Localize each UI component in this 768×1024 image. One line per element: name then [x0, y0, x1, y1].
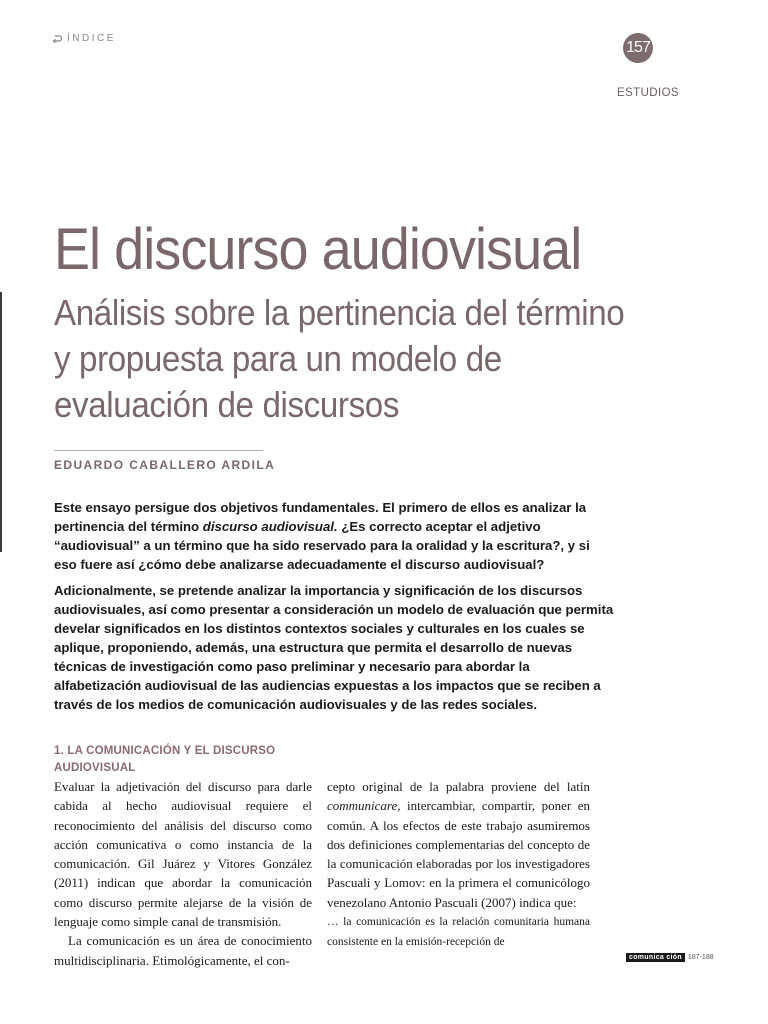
- abstract-emphasis: discurso audiovisual.: [202, 519, 338, 534]
- body-text: cepto original de la palabra proviene del latín: [327, 779, 590, 794]
- body-paragraph: Evaluar la adjetivación del discurso para darle cabida al hecho audiovisual requiere el reconocimiento del análisis del discurso como acción comunicativa o como instancia de la comunicación. Gil Juárez y Vitores González (2011) indican que abordar la comunicación como discurso permite alejarse de la visión de lenguaje como simple canal de transmisión.: [54, 779, 312, 930]
- body-paragraph: [327, 777, 590, 912]
- body-emphasis: communicare,: [327, 798, 401, 814]
- page-edge-mark: [0, 292, 2, 552]
- article-subtitle: Análisis sobre la pertinencia del término y propuesta para un modelo de evaluación de discursos: [54, 292, 625, 425]
- body-paragraph: La comunicación es un área de conocimiento multidisciplinaria. Etimológicamente, el con-: [54, 933, 312, 968]
- abstract-paragraph-2: Adicionalmente, se pretende analizar la importancia y significación de los discursos audiovisuales, así como presentar a consideración un modelo de evaluación que permita develar significados en los distintos contextos sociales y culturales en los cuales se aplique, proponiendo, además, una estructura que permita el desarrollo de nuevas técnicas de investigación como paso preliminar y necesario para abordar la alfabetización audiovisual de las audiencias expuestas a los impactos que se reciben a través de los medios de comunicación audiovisuales y de las redes sociales.: [54, 583, 614, 712]
- section-label: ESTUDIOS: [617, 87, 679, 99]
- abstract-text: ¿Es correcto aceptar el adjetivo “audiovisual” a un término que ha sido reservado para la oralidad y la escritura?, y si eso fuere así ¿cómo debe analizarse adecuadamente el discurso audiovisual?: [54, 519, 590, 572]
- abstract-text: Este ensayo persigue dos objetivos fundamentales. El primero de ellos es analizar la pertinencia del término: [54, 500, 587, 534]
- body-column-right: [327, 777, 590, 952]
- author-divider: [54, 450, 263, 451]
- article-title: El discurso audiovisual: [54, 217, 582, 282]
- abstract-paragraph-1: [54, 498, 614, 574]
- abstract: [54, 498, 614, 721]
- block-quote: … la comunicación es la relación comunitaria humana consistente en la emisión-recepción de: [327, 916, 590, 949]
- body-column-left: [54, 777, 312, 970]
- author-name: EDUARDO CABALLERO ARDILA: [54, 458, 276, 472]
- page-number-badge: 157: [623, 33, 653, 63]
- body-text: intercambiar, compartir, poner en común. A los efectos de este trabajo asumiremos dos definiciones complementarias del concepto de la comunicación elaboradas por los investigadores Pascuali y Lomov: en la primera el comunicólogo venezolano Antonio Pascuali (2007) indica que:: [327, 798, 590, 910]
- journal-logo: [626, 953, 714, 962]
- journal-wordmark: comunica ción: [626, 953, 685, 962]
- return-arrow-icon: [52, 34, 62, 44]
- index-label[interactable]: ÍNDICE: [67, 33, 116, 44]
- section-heading: 1. LA COMUNICACIÓN Y EL DISCURSO AUDIOVISUAL: [54, 745, 276, 774]
- journal-pages: 187-188: [687, 954, 714, 961]
- index-back-link[interactable]: [52, 33, 116, 44]
